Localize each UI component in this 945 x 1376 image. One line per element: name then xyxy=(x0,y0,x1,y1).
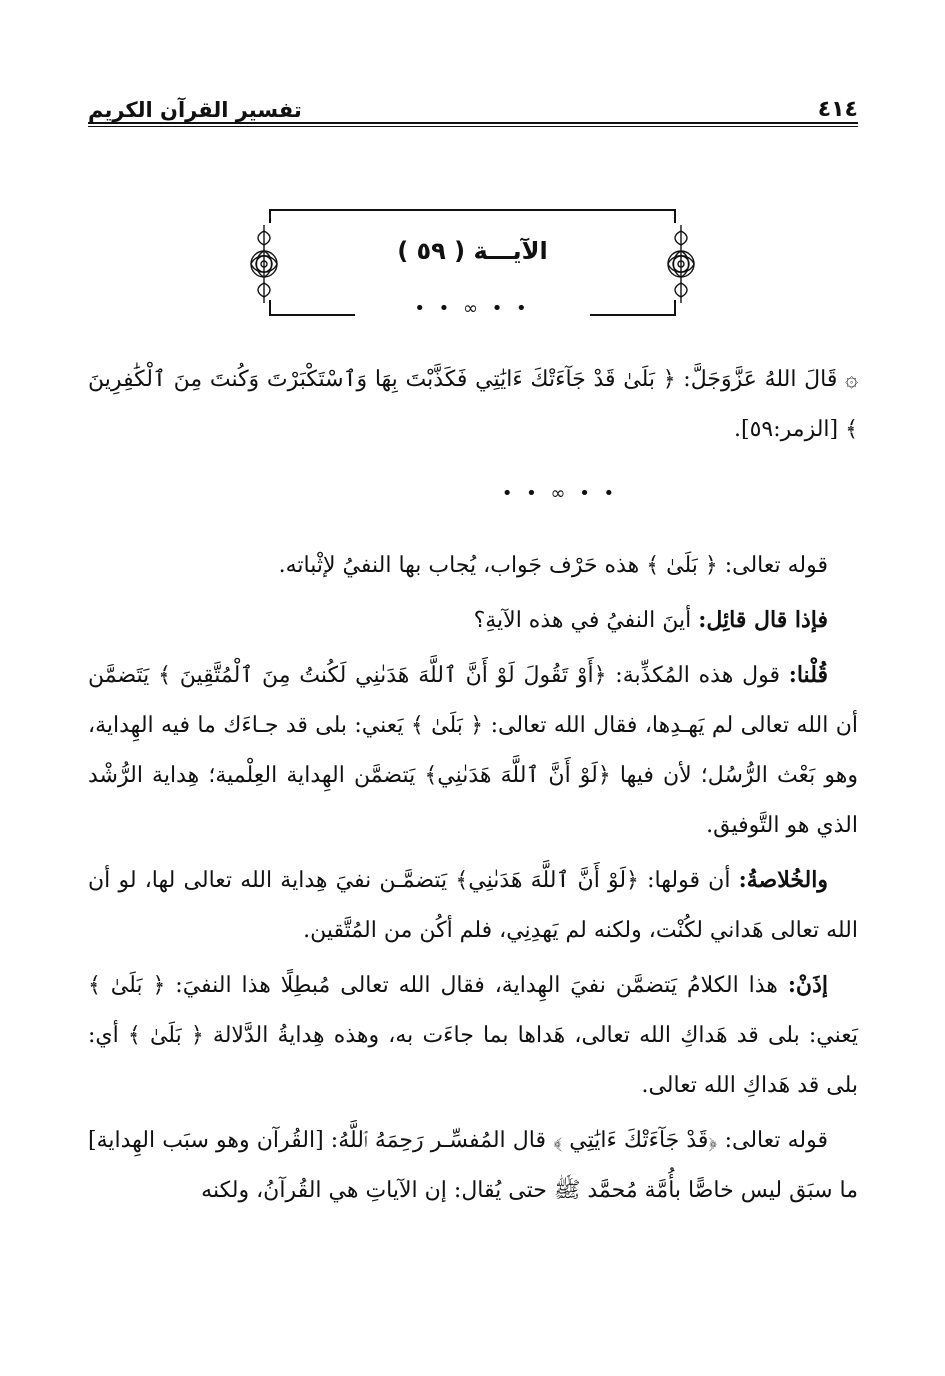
commentary-body xyxy=(88,540,858,1220)
paragraph: والخُلاصةُ: أن قولها: ﴿لَوْ أَنَّ ٱللَّهَ هَدَىٰنِي﴾ يَتضمَّـن نفيَ هِداية الله تعالى لها، لو أن الله تعالى هَداني لكُنْت، ولكنه لم يَهدِنِي، فلم أكُن من المُتَّقين. xyxy=(88,867,858,943)
header-rule xyxy=(88,122,858,127)
paragraph: قُلْنا: قول هذه المُكذِّبة: ﴿أَوْ تَقُولَ لَوْ أَنَّ ٱللَّهَ هَدَىٰنِي لَكُنتُ مِنَ ٱلْمُتَّقِينَ ﴾ يَتَضمَّن أن الله تعالى لم يَهـدِها، فقال الله تعالى: ﴿ بَلَىٰ ﴾ يَعني: بلى قد جـاءَك ما فيه الهِداية، وهو بَعْث الرُّسُل؛ لأن فيها ﴿لَوْ أَنَّ ٱللَّهَ هَدَىٰنِي﴾ يَتضمَّن الهِداية العِلْمية؛ هِداية الرُّشْد الذي هو التَّوفيق. xyxy=(88,662,858,838)
paragraph: قوله تعالى: ﴿قَدْ جَآءَتْكَ ءَايَٰتِي ﴾ قال المُفسِّـر رَحِمَهُ ٱللَّهُ: [القُرآن وهو سبَب الهِداية] ما سبَق ليس خاصًّا بأُمَّة مُحمَّد ﷺ حتى يُقال: إن الآياتِ هي القُرآنُ، ولكنه xyxy=(88,1128,858,1203)
quoted-verse: ۞ قَالَ اللهُ عَزَّوَجَلَّ: ﴿ بَلَىٰ قَدْ جَآءَتْكَ ءَايَٰتِي فَكَذَّبْتَ بِهَا وَٱسْتَكْبَرْتَ وَكُنتَ مِنَ ٱلْكَٰفِرِينَ ﴾ [الزمر:٥٩]. xyxy=(88,367,858,442)
page-number: ٤١٤ xyxy=(817,97,858,122)
book-title: تفسير القرآن الكريم xyxy=(88,98,302,122)
verse-title-frame xyxy=(240,205,705,330)
running-header xyxy=(88,92,858,122)
section-divider: • • ∞ • • xyxy=(501,483,619,504)
title-divider: • • ∞ • • xyxy=(414,298,531,319)
paragraph: فإذا قال قائِل: أينَ النفيُ في هذه الآيةِ؟ xyxy=(473,607,828,633)
paragraph: إذَنْ: هذا الكلامُ يَتضمَّن نفيَ الهِداية، فقال الله تعالى مُبطِلًا هذا النفيَ: ﴿ بَلَىٰ ﴾ يَعني: بلى قد هَداكِ الله تعالى، هَداها بما جاءَت به، وهذه هِدايةُ الدَّلالة ﴿ بَلَىٰ ﴾ أي: بلى قد هَداكِ الله تعالى. xyxy=(88,972,858,1098)
verse-title: الآيـــة ( ٥٩ ) xyxy=(397,237,548,265)
paragraph: قوله تعالى: ﴿ بَلَىٰ ﴾ هذه حَرْف جَواب، يُجاب بها النفيُ لإثْباته. xyxy=(278,553,828,578)
